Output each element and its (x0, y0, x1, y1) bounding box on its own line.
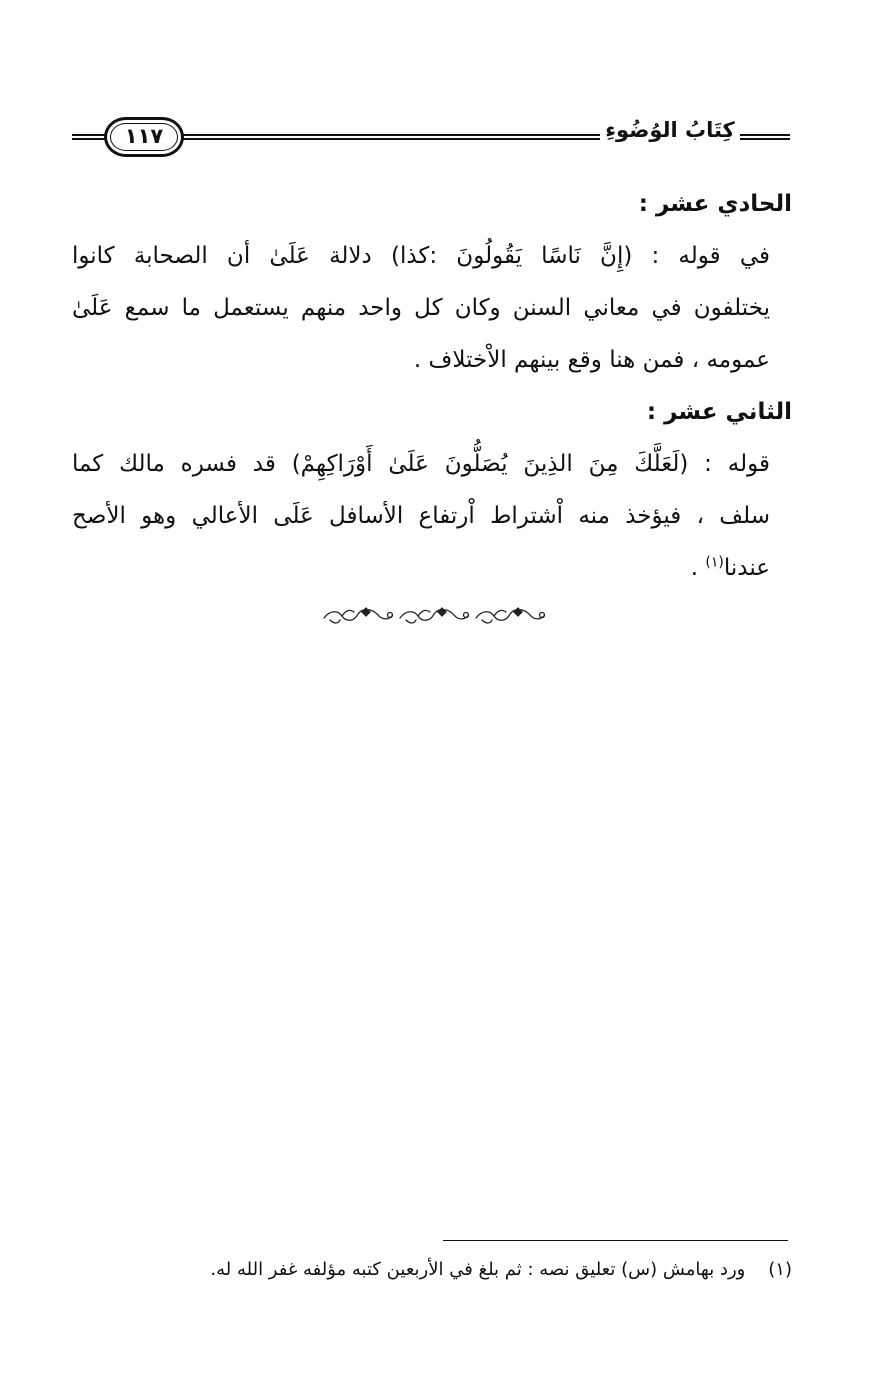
paragraph-line: يختلفون في معاني السنن وكان كل واحد منهم يستعمل ما سمع عَلَىٰ (72, 295, 770, 321)
paragraph-line-end: . (690, 555, 706, 581)
section-divider-ornament-icon (320, 600, 550, 630)
header-rule-right (740, 134, 790, 140)
paragraph-line: في قوله : (إِنَّ نَاسًا يَقُولُونَ :كذا) دلالة عَلَىٰ أن الصحابة كانوا (72, 243, 770, 269)
paragraph-11 (72, 230, 792, 386)
ornament-unit-icon (324, 608, 393, 623)
page-number-frame (104, 117, 184, 157)
paragraph-12 (72, 438, 792, 594)
main-text (72, 178, 792, 594)
paragraph-line-last (72, 542, 792, 594)
footnote-reference-marker[interactable]: (١) (705, 554, 724, 571)
ornament-unit-icon (476, 608, 545, 623)
section-heading-12: الثاني عشر : (646, 399, 792, 425)
header-rule-middle (178, 134, 600, 140)
footnote-separator (443, 1240, 788, 1241)
paragraph-line: سلف ، فيؤخذ منه اْشتراط اْرتفاع الأسافل عَلَى الأعالي وهو الأصح (72, 503, 770, 529)
paragraph-line: قوله : (لَعَلَّكَ مِنَ الذِينَ يُصَلُّونَ عَلَىٰ أَوْرَاكِهِمْ) قد فسره مالك كما (72, 451, 770, 477)
footnote-number: (١) (768, 1259, 792, 1280)
paragraph-line: عمومه ، فمن هنا وقع بينهم الاْختلاف . (413, 347, 770, 373)
footnote-text: ورد بهامش (س) تعليق نصه : ثم بلغ في الأربعين كتبه مؤلفه غفر الله له. (210, 1259, 746, 1280)
running-title: كِتَابُ الوُضُوءِ (605, 118, 735, 142)
ornament-unit-icon (400, 608, 469, 623)
page-number: ١١٧ (124, 124, 164, 148)
footnote (72, 1255, 792, 1285)
section-heading-11: الحادي عشر : (638, 191, 792, 217)
paragraph-line-text: عندنا (723, 555, 770, 581)
